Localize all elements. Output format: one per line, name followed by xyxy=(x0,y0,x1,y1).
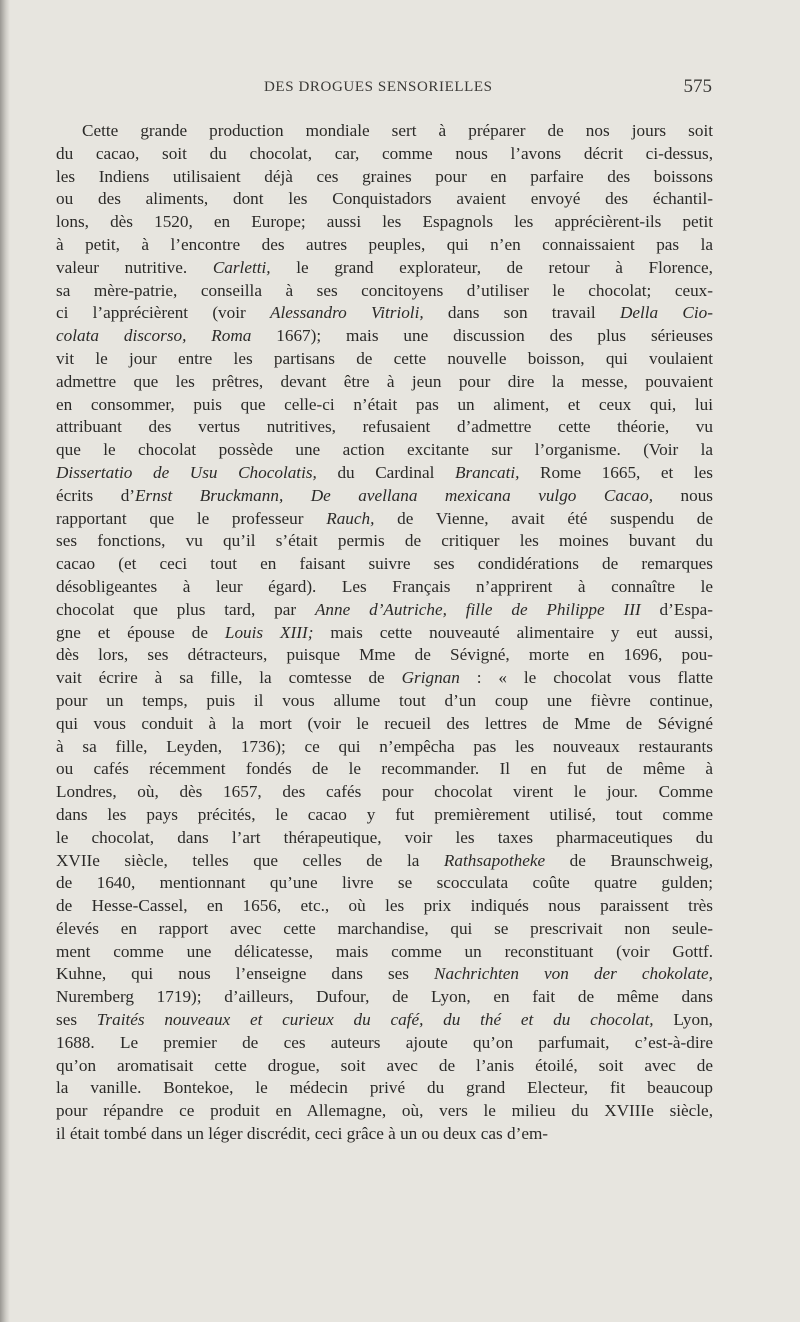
text-line xyxy=(56,211,713,234)
text-line xyxy=(56,234,713,257)
text-line xyxy=(56,781,713,804)
text-segment: pour un temps, puis il vous allume tout d’un coup une fièvre continue, xyxy=(56,690,713,710)
text-line xyxy=(56,553,713,576)
italic-text: Brancati, xyxy=(454,462,520,482)
text-segment: qui vous conduit à la mort (voir le recueil des lettres de Mme de Sévigné xyxy=(56,713,713,733)
text-line xyxy=(56,188,713,211)
text-segment: Kuhne, qui nous l’enseigne dans ses xyxy=(56,964,435,984)
text-line xyxy=(56,986,713,1009)
text-line xyxy=(56,302,713,325)
text-segment: à petit, à l’encontre des autres peuples, qui n’en connaissaient pas la xyxy=(56,234,713,254)
page-number: 575 xyxy=(683,76,712,97)
text-line xyxy=(56,1009,713,1032)
text-segment: valeur nutritive. xyxy=(56,257,213,277)
text-segment: Rome 1665, et les xyxy=(519,462,713,482)
text-line xyxy=(56,1100,713,1123)
text-segment: qu’on aromatisait cette drogue, soit avec de l’anis étoilé, soit avec de xyxy=(56,1055,713,1075)
text-line xyxy=(56,416,713,439)
text-segment: lons, dès 1520, en Europe; aussi les Espagnols les apprécièrent-ils petit xyxy=(56,212,713,232)
text-segment: que le chocolat possède une action excitante sur l’organisme. (Voir la xyxy=(56,440,713,460)
text-line xyxy=(56,827,713,850)
text-segment: 1688. Le premier de ces auteurs ajoute qu’on parfumait, c’est-à-dire xyxy=(56,1032,713,1052)
text-line xyxy=(56,462,713,485)
text-segment: de Vienne, avait été suspendu de xyxy=(374,508,713,528)
text-segment: sa mère-patrie, conseilla à ses concitoyens d’utiliser le chocolat; ceux- xyxy=(56,280,713,300)
body-paragraph xyxy=(56,120,713,1146)
text-line xyxy=(56,143,713,166)
text-line xyxy=(56,599,713,622)
text-line xyxy=(56,325,713,348)
text-segment: Lyon, xyxy=(653,1010,713,1030)
italic-text: Alessandro Vitrioli, xyxy=(270,303,424,323)
text-segment: le grand explorateur, de retour à Florence, xyxy=(270,257,713,277)
text-segment: 1667); mais une discussion des plus sérieuses xyxy=(251,326,713,346)
text-line xyxy=(56,895,713,918)
text-segment: XVIIe siècle, telles que celles de la xyxy=(56,850,444,870)
italic-text: Grignan xyxy=(401,668,460,688)
italic-text: Ernst Bruckmann, De avellana mexicana vulgo Cacao, xyxy=(135,485,654,505)
text-segment: cacao (et ceci tout en faisant suivre ses condidérations de remarques xyxy=(56,554,713,574)
text-segment: rapportant que le professeur xyxy=(56,508,327,528)
italic-text: Dissertatio de Usu Chocolatis, xyxy=(56,462,317,482)
text-segment: nous xyxy=(653,485,713,505)
text-line xyxy=(56,644,713,667)
page-header xyxy=(58,76,712,100)
text-line xyxy=(56,918,713,941)
text-segment: de 1640, mentionnant qu’une livre se scocculata coûte quatre gulden; xyxy=(56,873,713,893)
italic-text: Anne d’Autriche, fille de Philippe III xyxy=(314,599,641,619)
text-line xyxy=(56,257,713,280)
text-segment: ou cafés récemment fondés de le recommander. Il en fut de même à xyxy=(56,759,713,779)
page-binding-edge xyxy=(0,0,10,1322)
text-line xyxy=(56,485,713,508)
text-line xyxy=(56,713,713,736)
text-segment: Nuremberg 1719); d’ailleurs, Dufour, de Lyon, en fait de même dans xyxy=(56,987,713,1007)
text-segment: ci l’apprécièrent (voir xyxy=(56,303,271,323)
text-line xyxy=(56,1123,713,1146)
italic-text: Rathsapotheke xyxy=(443,850,546,870)
text-line xyxy=(56,941,713,964)
text-segment: ses xyxy=(56,1010,97,1030)
text-line xyxy=(56,394,713,417)
text-line xyxy=(56,1055,713,1078)
text-segment: chocolat que plus tard, par xyxy=(56,599,315,619)
text-line xyxy=(56,166,713,189)
text-segment: du Cardinal xyxy=(316,462,455,482)
text-segment: Cette grande production mondiale sert à préparer de nos jours soit xyxy=(82,121,713,140)
text-segment: le chocolat, dans l’art thérapeutique, voir les taxes pharmaceutiques du xyxy=(56,827,713,847)
text-segment: vait écrire à sa fille, la comtesse de xyxy=(56,668,402,688)
text-line xyxy=(56,736,713,759)
text-segment: il était tombé dans un léger discrédit, ceci grâce à un ou deux cas d’em- xyxy=(56,1124,549,1144)
italic-text: Della Cio- xyxy=(619,303,713,323)
text-line xyxy=(56,850,713,873)
text-segment: élevés en rapport avec cette marchandise, qui se prescrivait non seule- xyxy=(56,918,713,938)
text-segment: : « le chocolat vous flatte xyxy=(459,668,713,688)
text-segment: Londres, où, dès 1657, des cafés pour chocolat virent le jour. Comme xyxy=(56,782,713,802)
text-line xyxy=(56,804,713,827)
text-line xyxy=(56,758,713,781)
text-segment: ou des aliments, dont les Conquistadors avaient envoyé des échantil- xyxy=(56,189,713,209)
text-line xyxy=(56,371,713,394)
text-line xyxy=(56,1032,713,1055)
text-line xyxy=(56,622,713,645)
text-segment: dans son travail xyxy=(423,303,620,323)
text-line xyxy=(56,120,713,143)
italic-text: Louis XIII; xyxy=(224,622,314,642)
text-segment: attribuant des vertus nutritives, refusaient d’admettre cette théorie, vu xyxy=(56,417,713,437)
text-segment: dès lors, ses détracteurs, puisque Mme de Sévigné, morte en 1696, pou- xyxy=(56,645,713,665)
text-segment: la vanille. Bontekoe, le médecin privé du grand Electeur, fit beaucoup xyxy=(56,1078,713,1098)
text-segment: ses fonctions, vu qu’il s’était permis de critiquer les moines buvant du xyxy=(56,531,713,551)
text-line xyxy=(56,576,713,599)
italic-text: Rauch, xyxy=(326,508,375,528)
text-segment: en consommer, puis que celle-ci n’était pas un aliment, et ceux qui, lui xyxy=(56,394,713,414)
running-title: DES DROGUES SENSORIELLES xyxy=(264,79,493,95)
italic-text: colata discorso, Roma xyxy=(56,326,252,346)
text-segment: admettre que les prêtres, devant être à jeun pour dire la messe, pouvaient xyxy=(56,371,713,391)
text-line xyxy=(56,690,713,713)
text-line xyxy=(56,667,713,690)
text-segment: gne et épouse de xyxy=(56,622,225,642)
italic-text: Traités nouveaux et curieux du café, du thé et du chocolat, xyxy=(96,1010,654,1030)
text-segment: mais cette nouveauté alimentaire y eut aussi, xyxy=(313,622,714,642)
italic-text: Carletti, xyxy=(212,257,271,277)
text-segment: d’Espa- xyxy=(640,599,713,619)
text-line xyxy=(56,1077,713,1100)
text-line xyxy=(56,963,713,986)
text-segment: ment comme une délicatesse, mais comme un reconstituant (voir Gottf. xyxy=(56,941,713,961)
text-segment: écrits d’ xyxy=(56,485,136,505)
text-line xyxy=(56,530,713,553)
italic-text: Nachrichten von der chokolate, xyxy=(434,964,713,984)
text-segment: désobligeantes à leur égard). Les Français n’apprirent à connaître le xyxy=(56,576,713,596)
text-segment: du cacao, soit du chocolat, car, comme nous l’avons décrit ci-dessus, xyxy=(56,143,713,163)
text-segment: les Indiens utilisaient déjà ces graines pour en parfaire des boissons xyxy=(56,166,713,186)
text-line xyxy=(56,439,713,462)
text-line xyxy=(56,348,713,371)
text-line xyxy=(56,872,713,895)
text-segment: dans les pays précités, le cacao y fut premièrement utilisé, tout comme xyxy=(56,804,713,824)
text-segment: de Hesse-Cassel, en 1656, etc., où les prix indiqués nous paraissent très xyxy=(56,896,713,916)
text-line xyxy=(56,508,713,531)
text-segment: de Braunschweig, xyxy=(545,850,713,870)
text-line xyxy=(56,280,713,303)
text-segment: vit le jour entre les partisans de cette nouvelle boisson, qui voulaient xyxy=(56,348,713,368)
text-segment: pour répandre ce produit en Allemagne, où, vers le milieu du XVIIIe siècle, xyxy=(56,1101,713,1121)
text-segment: à sa fille, Leyden, 1736); ce qui n’empêcha pas les nouveaux restaurants xyxy=(56,736,713,756)
